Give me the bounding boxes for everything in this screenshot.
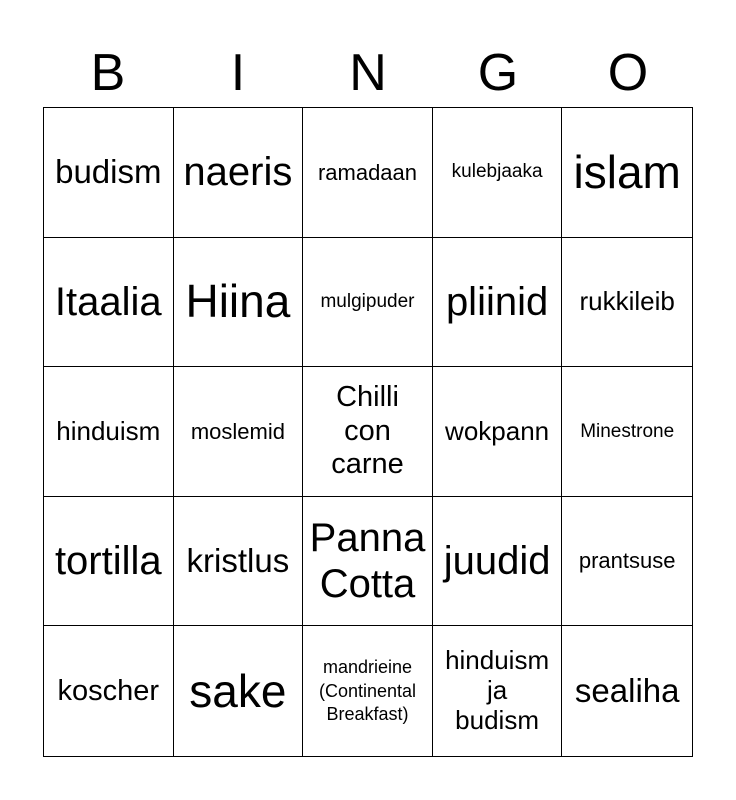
bingo-cell[interactable]: koscher	[44, 626, 174, 756]
bingo-cell[interactable]: Hiina	[174, 238, 304, 368]
header-letter-g: G	[477, 44, 519, 102]
bingo-cell[interactable]: moslemid	[174, 367, 304, 497]
bingo-cell[interactable]: Panna Cotta	[303, 497, 433, 627]
bingo-cell[interactable]: islam	[562, 108, 692, 238]
bingo-cell[interactable]: Chilli con carne	[303, 367, 433, 497]
bingo-cell[interactable]: sake	[174, 626, 304, 756]
bingo-cell[interactable]: Itaalia	[44, 238, 174, 368]
bingo-cell[interactable]: sealiha	[574, 672, 680, 710]
bingo-cell[interactable]: pliinid	[433, 238, 563, 368]
bingo-cell[interactable]: rukkileib	[562, 238, 692, 368]
header-letter-i: I	[230, 44, 246, 102]
bingo-cell[interactable]: budism	[44, 108, 174, 238]
bingo-cell[interactable]: mandrieine (Continental Breakfast)	[303, 626, 433, 756]
bingo-cell[interactable]: kulebjaaka	[433, 108, 563, 238]
bingo-cell[interactable]: prantsuse	[562, 497, 692, 627]
bingo-cell[interactable]: Minestrone	[562, 367, 692, 497]
bingo-cell[interactable]: mulgipuder	[303, 238, 433, 368]
bingo-header	[43, 40, 693, 106]
bingo-cell[interactable]: wokpann	[433, 367, 563, 497]
bingo-cell[interactable]: juudid	[433, 497, 563, 627]
bingo-cell[interactable]: ramadaan	[303, 108, 433, 238]
header-letter-n: N	[349, 44, 387, 102]
bingo-cell[interactable]: hinduism	[44, 367, 174, 497]
bingo-cell[interactable]: kristlus	[174, 497, 304, 627]
header-letter-b: B	[90, 44, 126, 102]
header-letter-o: O	[607, 44, 649, 102]
bingo-grid	[43, 107, 693, 757]
bingo-cell[interactable]: tortilla	[44, 497, 174, 627]
bingo-cell[interactable]: naeris	[174, 108, 304, 238]
bingo-cell[interactable]: hinduism ja budism	[433, 626, 563, 756]
